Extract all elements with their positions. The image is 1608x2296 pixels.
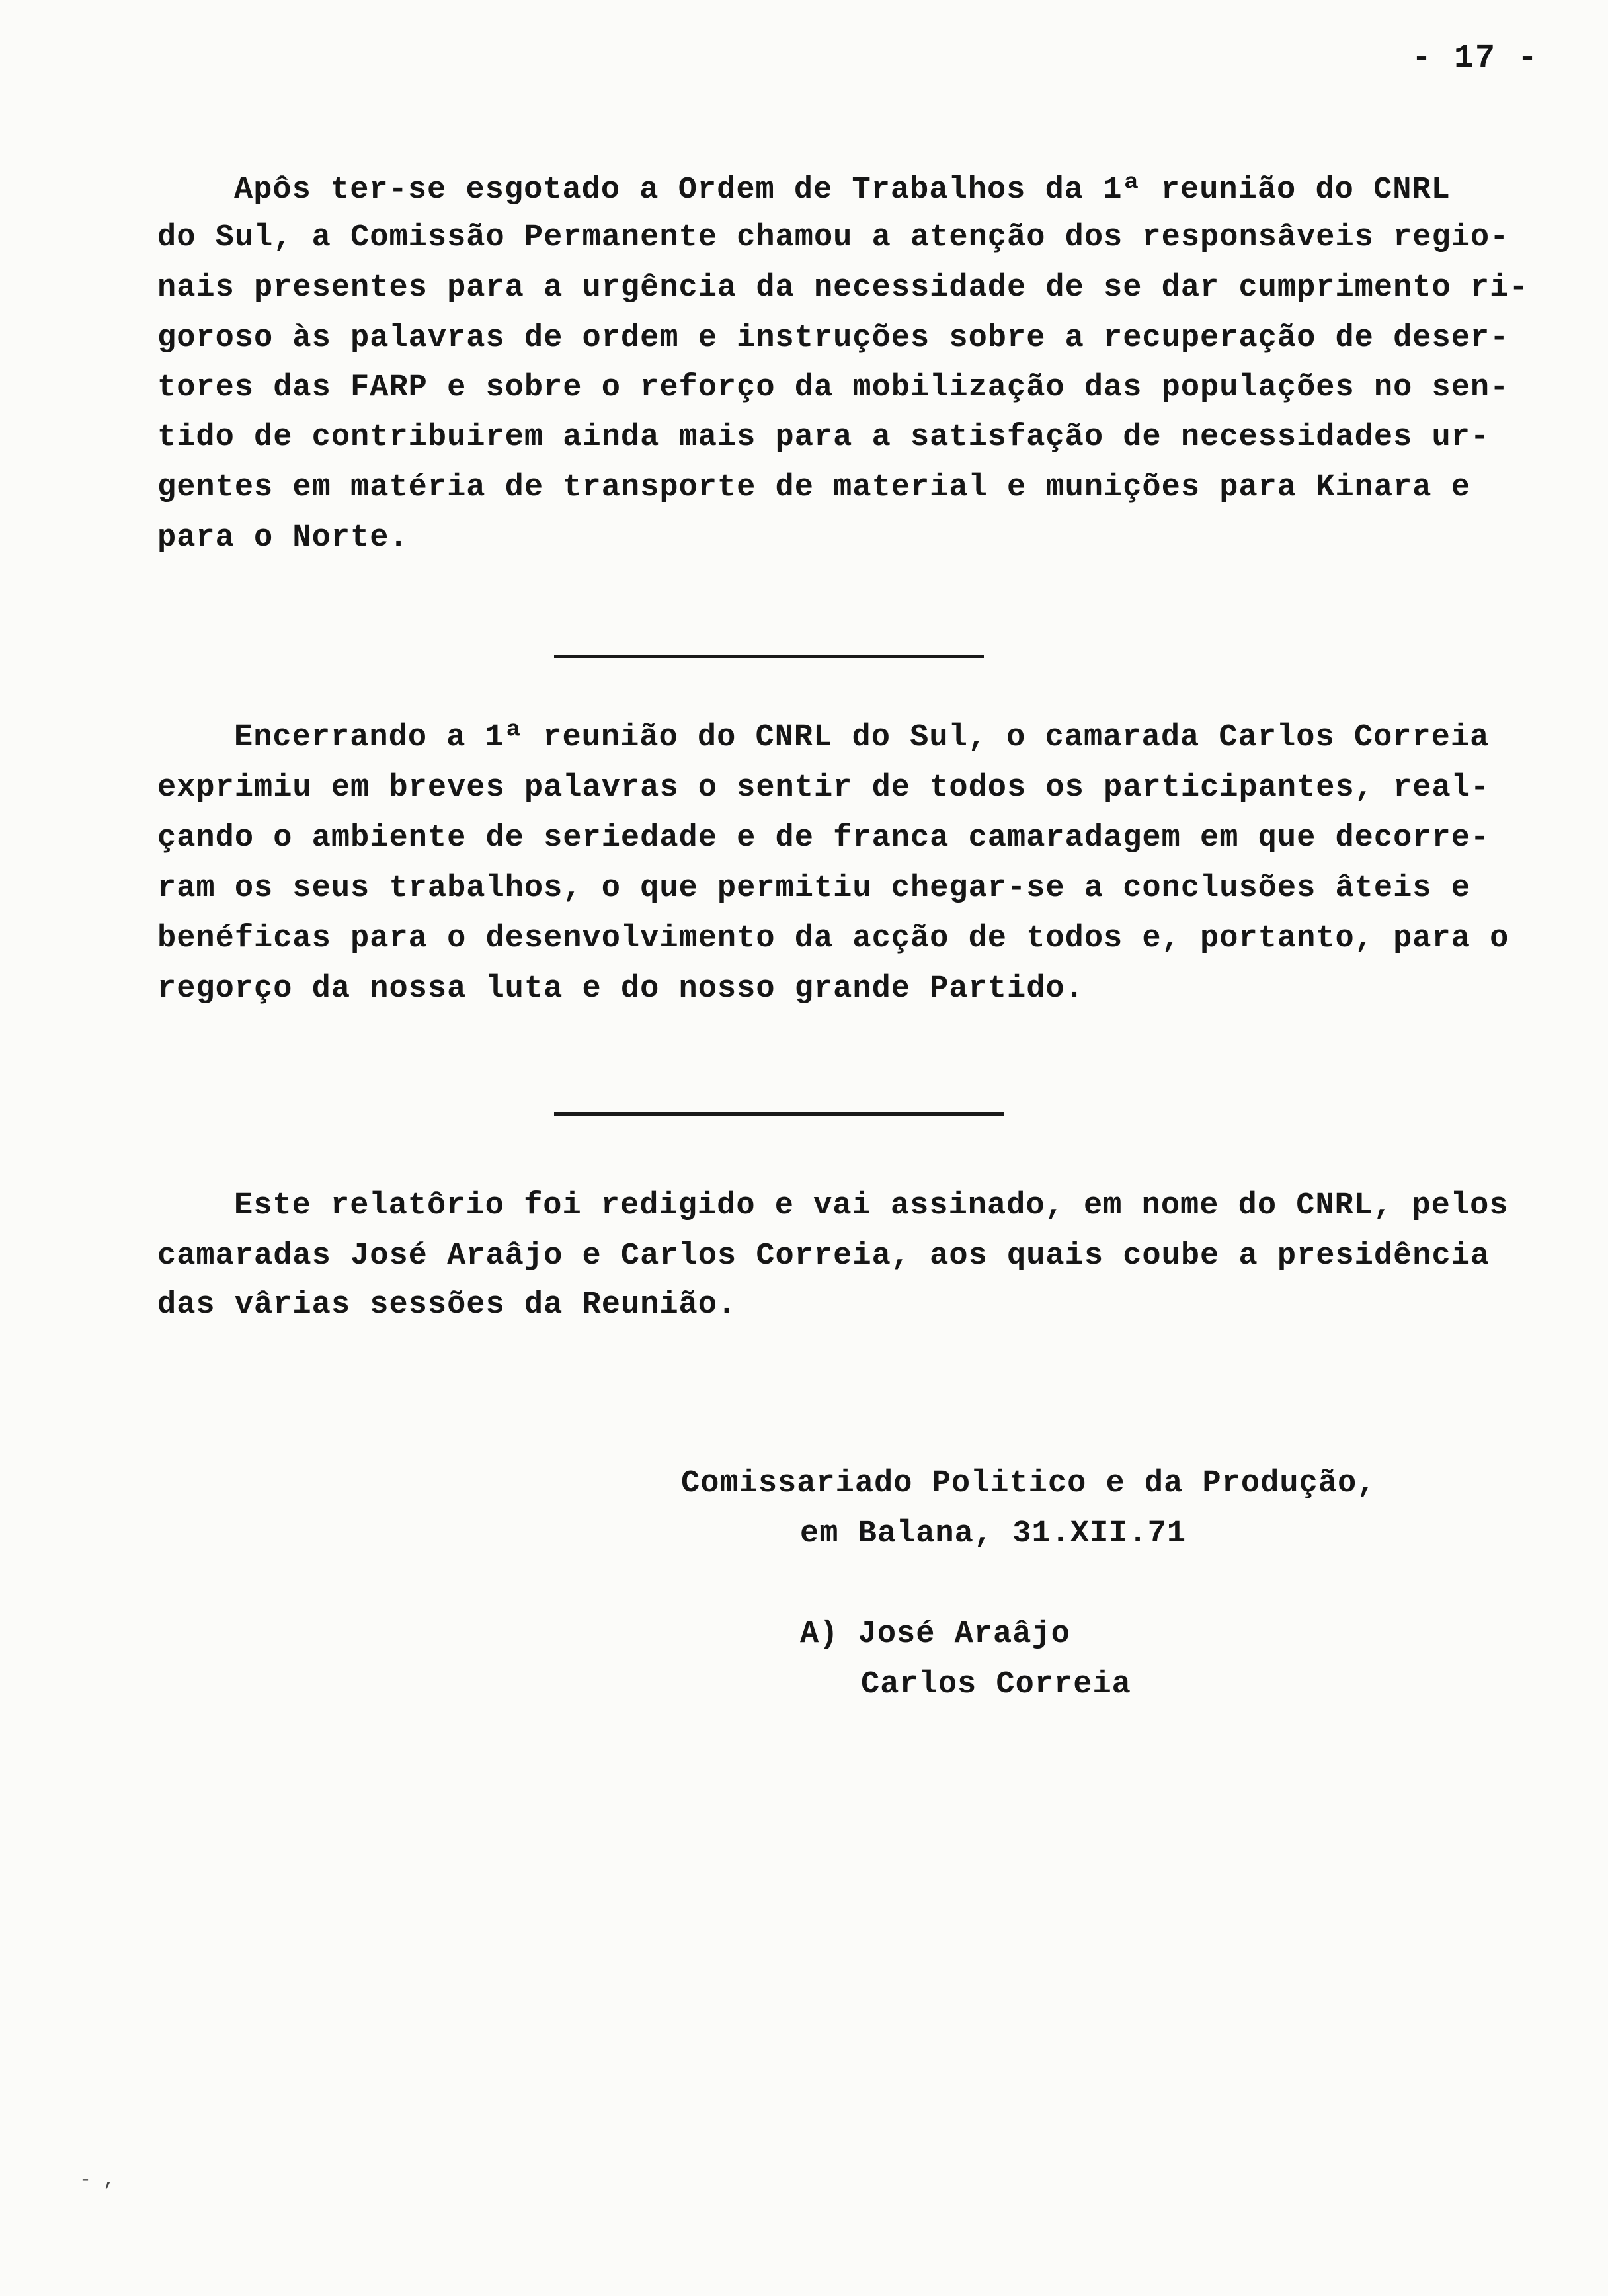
text-line: tores das FARP e sobre o reforço da mobilização das populações no sen- [157,370,1509,405]
text-line: ram os seus trabalhos, o que permitiu chegar-se a conclusões âteis e [157,871,1470,906]
text-line: exprimiu em breves palavras o sentir de todos os participantes, real- [157,770,1490,805]
text-line: para o Norte. [157,520,409,555]
section-divider [554,655,984,658]
text-line: Encerrando a 1ª reunião do CNRL do Sul, o camarada Carlos Correia [234,720,1490,755]
page-number: - 17 - [1412,40,1539,77]
scan-specks: - , [79,2169,116,2192]
text-line: das vârias sessões da Reunião. [157,1288,737,1323]
place-and-date: em Balana, 31.XII.71 [800,1516,1187,1551]
text-line: regorço da nossa luta e do nosso grande Partido. [157,971,1084,1006]
issuing-office: Comissariado Politico e da Produção, [681,1466,1377,1501]
text-line: Apôs ter-se esgotado a Ordem de Trabalhos da 1ª reunião do CNRL [234,173,1451,208]
signatory-2: Carlos Correia [861,1667,1131,1702]
text-line: goroso às palavras de ordem e instruções sobre a recuperação de deser- [157,321,1509,356]
text-line: gentes em matéria de transporte de material e munições para Kinara e [157,470,1470,505]
text-line: nais presentes para a urgência da necessidade de se dar cumprimento ri- [157,270,1529,306]
text-line: çando o ambiente de seriedade e de franca camaradagem em que decorre- [157,821,1490,856]
text-line: do Sul, a Comissão Permanente chamou a atenção dos responsâveis regio- [157,220,1509,255]
section-divider [554,1112,1004,1116]
text-line: camaradas José Araâjo e Carlos Correia, aos quais coube a presidência [157,1239,1490,1274]
text-line: benéficas para o desenvolvimento da acção de todos e, portanto, para o [157,921,1509,956]
text-line: tido de contribuirem ainda mais para a satisfação de necessidades ur- [157,420,1490,455]
text-line: Este relatôrio foi redigido e vai assinado, em nome do CNRL, pelos [234,1188,1509,1223]
signatory-1: A) José Araâjo [800,1617,1070,1652]
